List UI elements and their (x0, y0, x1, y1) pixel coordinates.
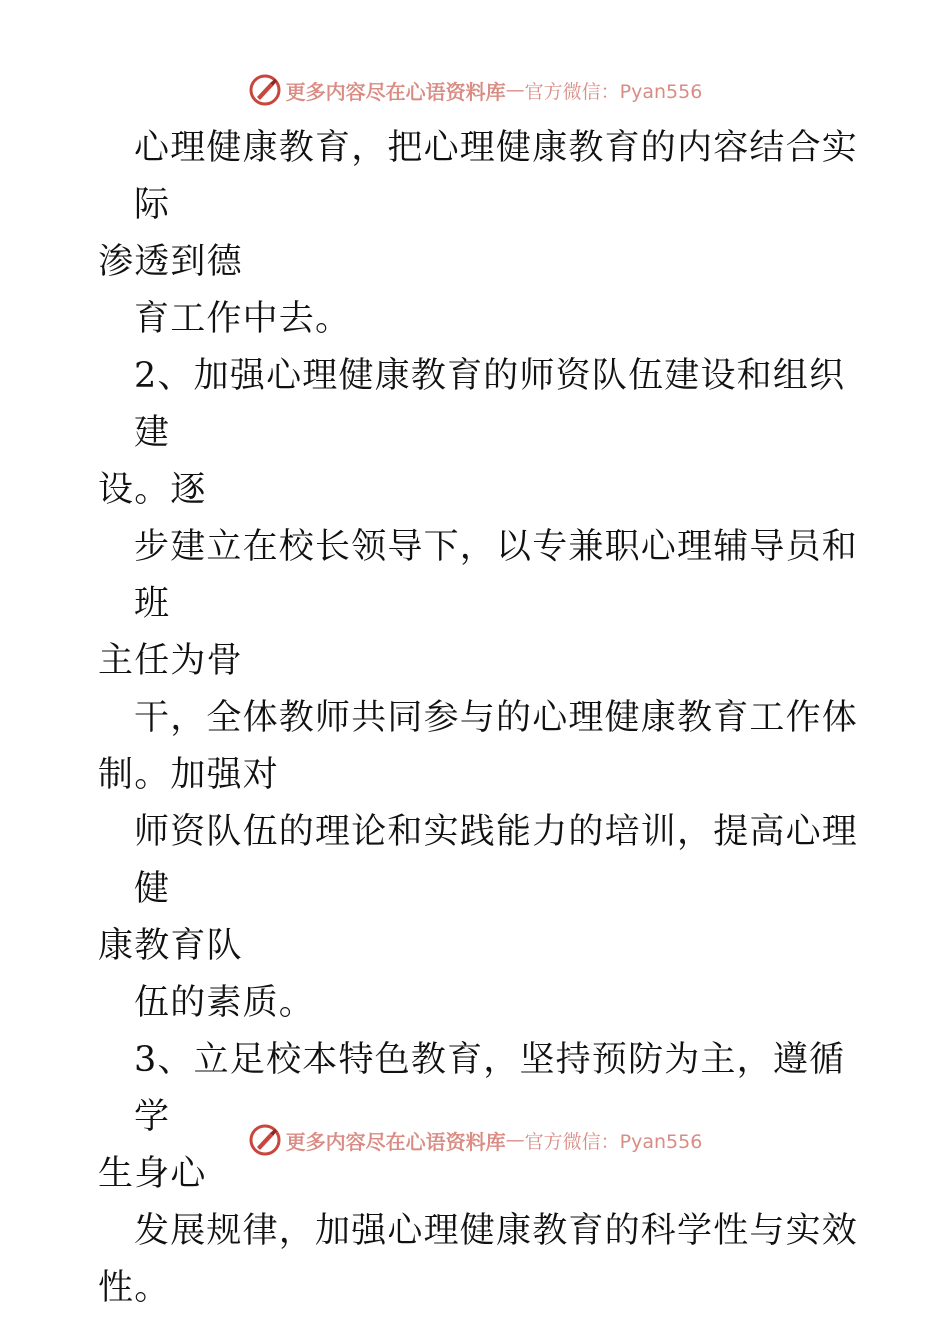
paragraph-first-line: 2、加强心理健康教育的师资队伍建设和组织建 (134, 356, 846, 453)
paragraph-first-line: 步建立在校长领导下，以专兼职心理辅导员和班 (134, 527, 859, 624)
paragraph (98, 1032, 858, 1203)
paragraph-wrap-line: 制。加强对 (98, 755, 280, 795)
paragraph-wrap-line: 主任为骨 (98, 641, 243, 681)
paragraph-first-line: 心理健康教育，把心理健康教育的内容结合实际 (134, 128, 859, 225)
paragraph-first-line: 干，全体教师共同参与的心理健康教育工作体 (134, 698, 859, 738)
banner-sub-text: 官方微信：Pyan556 (524, 80, 703, 103)
banner-dash: — (505, 79, 525, 101)
paragraph-first-line: 师资队伍的理论和实践能力的培训，提高心理健 (134, 812, 859, 909)
pen-logo-icon (248, 73, 282, 107)
paragraph (98, 519, 858, 690)
banner-main-text: 更多内容尽在心语资料库 (285, 79, 506, 104)
banner-dash: — (505, 1129, 525, 1151)
paragraph (98, 348, 858, 519)
banner-sub-text: 官方微信：Pyan556 (524, 1130, 703, 1153)
paragraph-wrap-line: 性。 (98, 1268, 171, 1308)
footer-banner (0, 1120, 950, 1160)
paragraph-wrap-line: 渗透到德 (98, 242, 243, 282)
paragraph (98, 291, 858, 348)
banner-main-text: 更多内容尽在心语资料库 (285, 1129, 506, 1154)
paragraph (98, 804, 858, 975)
paragraph (98, 1203, 858, 1317)
paragraph-wrap-line: 设。逐 (98, 470, 207, 510)
paragraph-wrap-line: 生身心 (98, 1154, 207, 1194)
paragraph-first-line: 3、立足校本特色教育，坚持预防为主，遵循学 (134, 1040, 846, 1137)
header-banner (0, 70, 950, 110)
paragraph-first-line: 发展规律，加强心理健康教育的科学性与实效 (134, 1211, 859, 1251)
paragraph (98, 690, 858, 804)
paragraph-first-line: 育工作中去。 (134, 299, 352, 339)
pen-logo-icon (248, 1123, 282, 1157)
paragraph-wrap-line: 康教育队 (98, 926, 243, 966)
paragraph (98, 975, 858, 1032)
paragraph-first-line: 伍的素质。 (134, 983, 316, 1023)
paragraph (98, 120, 858, 291)
